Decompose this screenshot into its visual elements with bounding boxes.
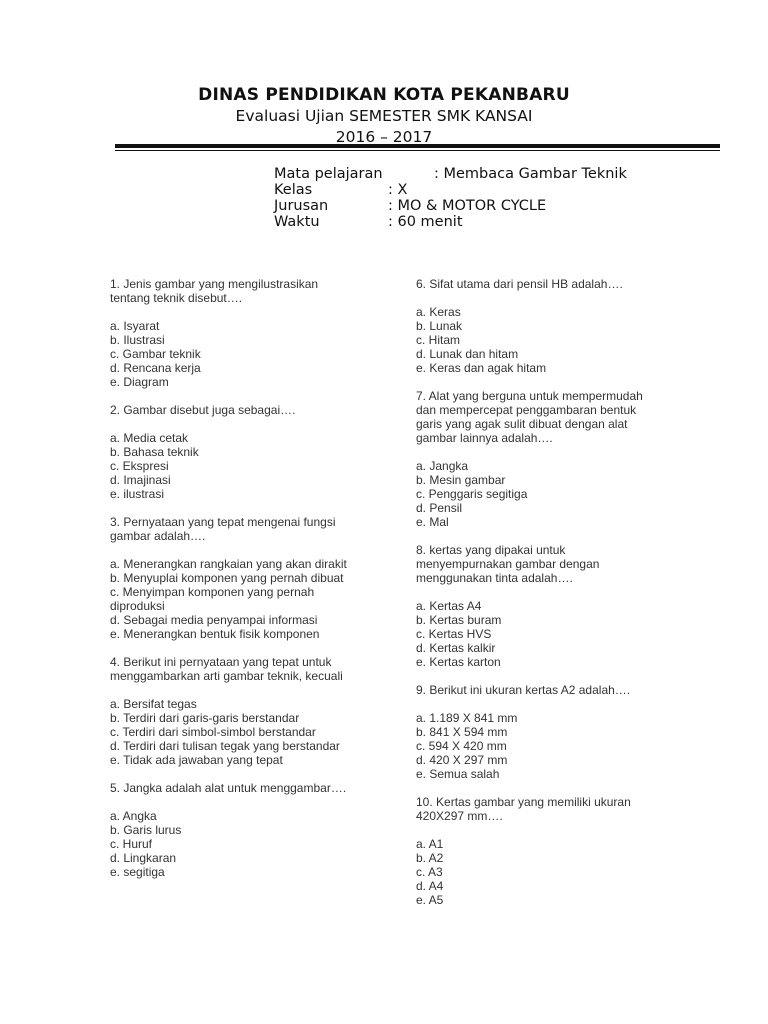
- answer-option: d. Pensil: [416, 501, 463, 515]
- answer-option: e. Keras dan agak hitam: [416, 361, 547, 375]
- answer-option: e. Semua salah: [416, 767, 500, 781]
- question: [110, 655, 395, 767]
- question-text: 10. Kertas gambar yang memiliki ukuran 420X297 mm….: [416, 795, 631, 823]
- answer-option: b. Mesin gambar: [416, 473, 506, 487]
- question-text: 6. Sifat utama dari pensil HB adalah….: [416, 277, 623, 291]
- header-divider-thick: [115, 144, 720, 148]
- question-text: 9. Berikut ini ukuran kertas A2 adalah….: [416, 683, 631, 697]
- answer-option: a. A1: [416, 837, 444, 851]
- answer-option: d. Terdiri dari tulisan tegak yang berstandar: [110, 739, 340, 753]
- answer-option: c. Ekspresi: [110, 459, 169, 473]
- answer-option: d. Rencana kerja: [110, 361, 201, 375]
- answer-option: b. Terdiri dari garis-garis berstandar: [110, 711, 300, 725]
- header-divider-thin: [115, 150, 720, 151]
- answer-option: a. Angka: [110, 809, 157, 823]
- questions-column-left: [110, 277, 395, 893]
- answer-option: e. ilustrasi: [110, 487, 165, 501]
- document-header: [0, 84, 768, 148]
- answer-option: a. Bersifat tegas: [110, 697, 197, 711]
- meta-label: Kelas: [274, 182, 313, 198]
- answer-option: a. Kertas A4: [416, 599, 482, 613]
- question: [416, 795, 696, 907]
- question: [416, 543, 696, 669]
- question: [110, 403, 395, 501]
- answer-option: b. Garis lurus: [110, 823, 182, 837]
- answer-option: e. A5: [416, 893, 444, 907]
- question-text: 8. kertas yang dipakai untuk menyempurnakan gambar dengan menggunakan tinta adalah….: [416, 543, 600, 585]
- question: [416, 683, 696, 781]
- question: [110, 781, 395, 879]
- answer-option: b. Bahasa teknik: [110, 445, 199, 459]
- meta-value: : MO & MOTOR CYCLE: [388, 198, 547, 214]
- question-text: 1. Jenis gambar yang mengilustrasikan tentang teknik disebut….: [110, 277, 319, 305]
- question-text: 2. Gambar disebut juga sebagai….: [110, 403, 296, 417]
- meta-value: : X: [388, 182, 408, 198]
- answer-option: e. segitiga: [110, 865, 165, 879]
- question: [110, 515, 395, 641]
- answer-option: d. A4: [416, 879, 444, 893]
- answer-option: b. A2: [416, 851, 444, 865]
- answer-option: a. 1.189 X 841 mm: [416, 711, 518, 725]
- answer-option: a. Keras: [416, 305, 461, 319]
- answer-option: diproduksi: [110, 599, 165, 613]
- answer-option: e. Tidak ada jawaban yang tepat: [110, 753, 283, 767]
- questions-column-right: [416, 277, 696, 921]
- answer-option: d. 420 X 297 mm: [416, 753, 508, 767]
- answer-option: c. Hitam: [416, 333, 461, 347]
- answer-option: c. 594 X 420 mm: [416, 739, 507, 753]
- answer-option: d. Sebagai media penyampai informasi: [110, 613, 318, 627]
- answer-option: a. Menerangkan rangkaian yang akan dirakit: [110, 557, 347, 571]
- meta-label: Jurusan: [274, 198, 329, 214]
- answer-option: c. A3: [416, 865, 443, 879]
- meta-value: : 60 menit: [388, 214, 463, 230]
- meta-label: Mata pelajaran: [274, 166, 383, 182]
- answer-option: b. 841 X 594 mm: [416, 725, 508, 739]
- question: [416, 277, 696, 375]
- answer-option: c. Huruf: [110, 837, 153, 851]
- answer-option: b. Menyuplai komponen yang pernah dibuat: [110, 571, 344, 585]
- question-text: 4. Berikut ini pernyataan yang tepat untuk menggambarkan arti gambar teknik, kecuali: [110, 655, 343, 683]
- header-subtitle: Evaluasi Ujian SEMESTER SMK KANSAI: [235, 107, 533, 125]
- question: [416, 389, 696, 529]
- answer-option: c. Terdiri dari simbol-simbol berstandar: [110, 725, 316, 739]
- question-text: 7. Alat yang berguna untuk mempermudah dan mempercepat penggambaran bentuk garis yang agak sulit dibuat dengan alat gambar lainnya adalah….: [416, 389, 643, 445]
- answer-option: b. Kertas buram: [416, 613, 502, 627]
- question-text: 5. Jangka adalah alat untuk menggambar….: [110, 781, 347, 795]
- answer-option: c. Penggaris segitiga: [416, 487, 528, 501]
- answer-option: d. Kertas kalkir: [416, 641, 496, 655]
- answer-option: c. Kertas HVS: [416, 627, 492, 641]
- answer-option: a. Jangka: [416, 459, 469, 473]
- answer-option: e. Mal: [416, 515, 449, 529]
- answer-option: c. Menyimpan komponen yang pernah: [110, 585, 315, 599]
- answer-option: d. Imajinasi: [110, 473, 171, 487]
- answer-option: d. Lingkaran: [110, 851, 177, 865]
- answer-option: e. Kertas karton: [416, 655, 501, 669]
- header-year: 2016 – 2017: [335, 128, 433, 146]
- header-title: DINAS PENDIDIKAN KOTA PEKANBARU: [198, 85, 570, 105]
- meta-label: Waktu: [274, 214, 320, 230]
- answer-option: e. Diagram: [110, 375, 169, 389]
- question-text: 3. Pernyataan yang tepat mengenai fungsi gambar adalah….: [110, 515, 336, 543]
- answer-option: c. Gambar teknik: [110, 347, 201, 361]
- question: [110, 277, 395, 389]
- answer-option: a. Media cetak: [110, 431, 189, 445]
- answer-option: e. Menerangkan bentuk fisik komponen: [110, 627, 320, 641]
- answer-option: a. Isyarat: [110, 319, 160, 333]
- meta-value: : Membaca Gambar Teknik: [434, 166, 627, 182]
- answer-option: b. Lunak: [416, 319, 463, 333]
- answer-option: b. Ilustrasi: [110, 333, 165, 347]
- answer-option: d. Lunak dan hitam: [416, 347, 519, 361]
